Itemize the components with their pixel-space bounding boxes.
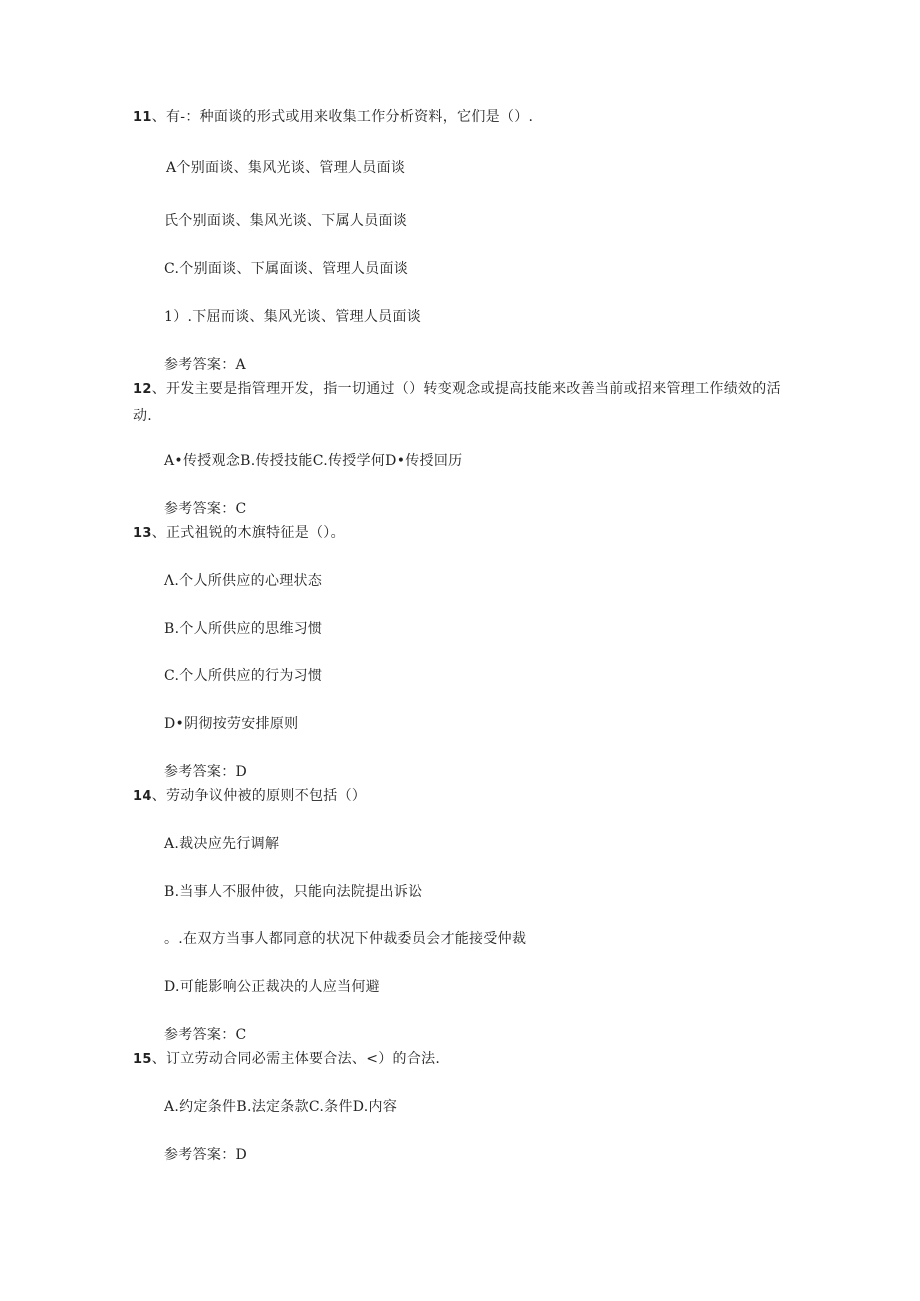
answer-line: 参考答案：A [164,357,246,373]
question-text: 、劳动争议仲被的原则不包括（） [151,788,367,804]
option-a: A个别面谈、集风光谈、管理人员面谈 [166,160,406,176]
question-text: 、开发主要是指管理开发，指一切通过（）转变观念或提高技能来改善当前或招来管理工作绩效的活动. [133,381,781,424]
options-line: A.约定条件B.法定条款C.条件D.内容 [164,1099,398,1115]
question-15 [133,1049,440,1070]
answer-line: 参考答案：C [164,1027,247,1043]
question-text: 、有-：种面谈的形式或用来收集工作分析资料，它们是（）. [151,109,534,125]
question-11 [133,107,533,128]
option-a: Λ.个人所供应的心理状态 [164,573,323,589]
question-text: 、正式祖锐的木旗特征是（）。 [151,525,345,541]
question-text: 、订立劳动合同必需主体要合法、<）的合法. [151,1051,441,1067]
option-b: B.当事人不服仲彼，只能向法院提出诉讼 [164,884,423,900]
answer-line: 参考答案：D [164,764,248,780]
option-c: C.个人所供应的行为习惯 [164,668,323,684]
answer-line: 参考答案：C [164,501,247,517]
question-number: 12 [133,382,152,397]
option-b: B.个人所供应的思维习惯 [164,621,323,637]
option-c: 。.在双方当事人都同意的状况下仲裁委员会才能接受仲裁 [164,931,527,947]
question-number: 14 [133,789,152,804]
question-13 [133,523,345,544]
option-d: D•阴彻按劳安排原则 [164,716,299,732]
option-d: D.可能影响公正裁决的人应当何避 [164,979,380,995]
question-number: 11 [133,110,152,125]
option-d: 1）.下屈而谈、集风光谈、管理人员面谈 [164,309,422,325]
option-a: A.裁决应先行调解 [164,836,280,852]
question-12 [133,376,793,429]
question-number: 13 [133,526,152,541]
option-b: 氏个别面谈、集风光谈、下属人员面谈 [164,213,408,229]
question-number: 15 [133,1052,152,1067]
options-line: A•传授观念B.传授技能C.传授学何D•传授回历 [164,453,463,469]
question-14 [133,786,366,807]
answer-line: 参考答案：D [164,1147,248,1163]
option-c: C.个别面谈、下属面谈、管理人员面谈 [164,261,409,277]
